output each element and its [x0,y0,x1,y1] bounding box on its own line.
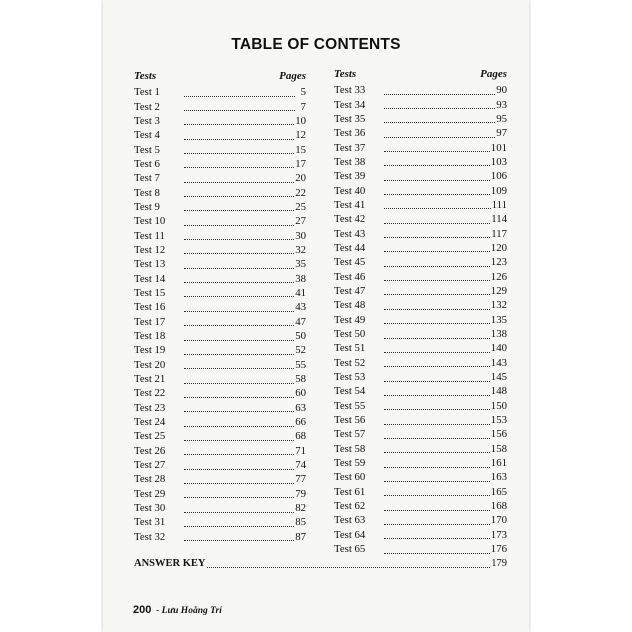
toc-entry [334,384,507,398]
toc-entry-name: Test 39 [334,170,366,183]
leader-dots [184,425,294,427]
toc-entry-name: Test 51 [334,342,366,355]
toc-entry-name: Test 65 [334,543,366,556]
toc-entry-page: 22 [295,186,306,199]
toc-entry [134,487,306,501]
toc-entry-name: Test 35 [334,112,366,125]
leader-dots [184,152,294,154]
pages-column-header: Pages [480,68,507,80]
toc-entry [334,140,507,154]
toc-entry [334,499,507,513]
leader-dots [384,365,490,367]
toc-entry [134,415,306,429]
leader-dots [184,95,295,97]
toc-entry-name: Test 1 [134,86,160,99]
toc-entry-name: Test 23 [134,401,166,414]
leader-dots [384,121,495,123]
leader-dots [184,382,294,384]
toc-entry-name: Test 3 [134,114,160,127]
toc-left-column [134,70,306,544]
toc-left-list [134,85,306,544]
toc-entry [334,183,507,197]
toc-entry [334,542,507,556]
toc-entry [334,126,507,140]
toc-entry [334,255,507,269]
leader-dots [184,367,294,369]
toc-entry-page: 27 [295,215,306,228]
toc-entry [334,327,507,341]
toc-left-header [134,70,306,85]
toc-entry-page: 97 [496,127,507,140]
toc-entry [334,169,507,183]
toc-entry-page: 90 [496,84,507,97]
toc-entry-page: 158 [490,442,507,455]
leader-dots [384,164,490,166]
leader-dots [184,138,294,140]
leader-dots [384,322,490,324]
toc-entry [334,226,507,240]
toc-entry [134,401,306,415]
toc-entry [334,528,507,542]
answer-key-page: 179 [491,558,507,569]
toc-right-column [334,68,507,556]
toc-right-header [334,68,507,83]
toc-entry-page: 106 [490,170,507,183]
toc-entry-page: 38 [295,272,306,285]
toc-entry-page: 135 [490,313,507,326]
toc-entry-page: 55 [295,358,306,371]
leader-dots [384,552,490,554]
toc-entry-name: Test 16 [134,301,166,314]
toc-entry-name: Test 29 [134,487,166,500]
book-page [103,0,529,632]
toc-entry-page: 66 [295,416,306,429]
leader-dots [184,281,294,283]
leader-dots [184,324,294,326]
toc-entry [134,429,306,443]
leader-dots [184,109,295,111]
toc-entry-page: 176 [490,543,507,556]
toc-entry-name: Test 36 [334,127,366,140]
leader-dots [184,224,294,226]
toc-entry-name: Test 55 [334,399,366,412]
leader-dots [184,511,294,513]
toc-entry [334,470,507,484]
toc-entry-page: 126 [490,270,507,283]
toc-entry-name: Test 7 [134,172,160,185]
toc-entry-name: Test 54 [334,385,366,398]
toc-entry-page: 117 [491,227,507,240]
toc-entry [134,501,306,515]
leader-dots [384,265,490,267]
toc-entry-name: Test 6 [134,157,160,170]
leader-dots [384,236,490,238]
toc-entry-name: Test 18 [134,330,166,343]
toc-entry-name: Test 61 [334,485,366,498]
toc-entry-page: 168 [490,500,507,513]
leader-dots [384,351,490,353]
leader-dots [384,279,490,281]
toc-entry-name: Test 56 [334,414,366,427]
toc-entry-page: 58 [295,373,306,386]
leader-dots [207,567,490,568]
leader-dots [184,181,294,183]
toc-entry-name: Test 11 [134,229,165,242]
leader-dots [384,308,490,310]
leader-dots [184,339,294,341]
toc-entry-name: Test 59 [334,457,366,470]
toc-entry [334,155,507,169]
leader-dots [184,439,294,441]
leader-dots [184,238,294,240]
toc-entry-name: Test 46 [334,270,366,283]
leader-dots [384,480,490,482]
toc-entry [134,515,306,529]
toc-entry-page: 50 [295,330,306,343]
toc-entry [334,370,507,384]
toc-entry [134,343,306,357]
toc-entry-name: Test 62 [334,500,366,513]
toc-entry-page: 173 [490,528,507,541]
toc-entry-name: Test 33 [334,84,366,97]
leader-dots [384,293,490,295]
toc-entry-page: 103 [490,155,507,168]
leader-dots [384,408,490,410]
toc-entry-page: 87 [295,530,306,543]
toc-entry [134,472,306,486]
toc-entry-name: Test 9 [134,200,160,213]
toc-entry-name: Test 15 [134,286,166,299]
toc-entry-page: 165 [490,485,507,498]
toc-entry-name: Test 47 [334,284,366,297]
toc-entry-page: 10 [295,114,306,127]
toc-entry-page: 161 [490,457,507,470]
answer-key-entry [134,558,507,569]
toc-entry-name: Test 60 [334,471,366,484]
toc-entry-name: Test 2 [134,100,160,113]
toc-entry-page: 138 [490,328,507,341]
leader-dots [184,209,294,211]
toc-entry [134,128,306,142]
toc-entry-name: Test 14 [134,272,166,285]
toc-entry-name: Test 20 [134,358,166,371]
toc-entry-name: Test 4 [134,129,160,142]
toc-entry [334,313,507,327]
toc-entry [134,300,306,314]
toc-entry [134,329,306,343]
toc-entry [334,485,507,499]
toc-entry [334,513,507,527]
toc-entry-name: Test 28 [134,473,166,486]
toc-entry [134,243,306,257]
toc-entry-page: 150 [490,399,507,412]
toc-entry-name: Test 49 [334,313,366,326]
toc-entry-name: Test 5 [134,143,160,156]
toc-entry-page: 43 [295,301,306,314]
toc-entry-name: Test 53 [334,371,366,384]
footer-author: - Lưu Hoằng Trí [156,606,222,616]
toc-entry-name: Test 32 [134,530,166,543]
toc-entry [334,399,507,413]
toc-entry-page: 77 [295,473,306,486]
toc-entry-page: 120 [490,241,507,254]
toc-entry-page: 12 [295,129,306,142]
leader-dots [384,537,490,539]
toc-entry-name: Test 19 [134,344,166,357]
toc-entry [134,114,306,128]
toc-entry-name: Test 52 [334,356,366,369]
toc-entry-name: Test 50 [334,328,366,341]
toc-entry-name: Test 44 [334,241,366,254]
toc-right-list [334,83,507,556]
leader-dots [384,437,490,439]
toc-entry [334,212,507,226]
toc-entry [134,200,306,214]
toc-entry-name: Test 12 [134,243,166,256]
toc-entry-name: Test 24 [134,416,166,429]
toc-entry [134,372,306,386]
leader-dots [184,482,294,484]
leader-dots [384,136,495,138]
toc-entry-name: Test 43 [334,227,366,240]
leader-dots [384,509,490,511]
leader-dots [184,496,294,498]
leader-dots [384,337,490,339]
toc-entry-name: Test 25 [134,430,166,443]
toc-entry-page: 143 [490,356,507,369]
toc-entry [334,341,507,355]
toc-entry [134,142,306,156]
toc-entry-page: 148 [490,385,507,398]
leader-dots [384,466,490,468]
toc-entry-page: 17 [295,157,306,170]
leader-dots [184,166,294,168]
toc-entry-name: Test 58 [334,442,366,455]
toc-entry-name: Test 17 [134,315,166,328]
toc-entry [134,358,306,372]
toc-entry-name: Test 42 [334,213,366,226]
toc-entry-name: Test 40 [334,184,366,197]
leader-dots [184,396,294,398]
toc-entry-page: 129 [490,284,507,297]
leader-dots [184,539,294,541]
footer-page-number: 200 [133,604,152,616]
toc-entry [334,298,507,312]
toc-entry [134,257,306,271]
toc-entry-page: 114 [491,213,507,226]
toc-entry [334,269,507,283]
toc-entry [334,83,507,97]
leader-dots [384,494,490,496]
leader-dots [184,295,294,297]
toc-entry-page: 47 [295,315,306,328]
leader-dots [184,267,294,269]
toc-entry-page: 95 [496,112,507,125]
toc-entry-name: Test 8 [134,186,160,199]
toc-entry-name: Test 21 [134,373,166,386]
tests-column-header: Tests [134,70,157,82]
toc-entry-page: 41 [295,286,306,299]
toc-entry [134,99,306,113]
toc-entry [334,241,507,255]
toc-entry-name: Test 41 [334,198,366,211]
toc-entry [134,444,306,458]
leader-dots [384,523,490,525]
toc-entry [334,198,507,212]
toc-entry-page: 32 [295,243,306,256]
leader-dots [384,451,490,453]
toc-entry [134,458,306,472]
toc-entry [334,97,507,111]
toc-entry-name: Test 45 [334,256,366,269]
leader-dots [384,423,490,425]
toc-entry-page: 101 [490,141,507,154]
toc-entry-page: 123 [490,256,507,269]
toc-entry-name: Test 30 [134,502,166,515]
toc-entry-page: 170 [490,514,507,527]
toc-entry [134,185,306,199]
leader-dots [384,93,495,95]
toc-entry-page: 60 [295,387,306,400]
toc-entry [134,214,306,228]
leader-dots [184,525,294,527]
toc-entry [134,286,306,300]
leader-dots [184,123,294,125]
tests-column-header: Tests [334,68,357,80]
toc-entry [134,386,306,400]
toc-entry-name: Test 38 [334,155,366,168]
toc-entry-page: 63 [295,401,306,414]
toc-entry [134,157,306,171]
toc-entry-page: 163 [490,471,507,484]
answer-key-label: ANSWER KEY [134,558,206,569]
leader-dots [384,193,490,195]
toc-entry-name: Test 10 [134,215,166,228]
toc-entry-name: Test 22 [134,387,166,400]
leader-dots [384,207,491,209]
leader-dots [384,150,490,152]
toc-entry-name: Test 27 [134,459,166,472]
toc-entry-page: 85 [295,516,306,529]
pages-column-header: Pages [279,70,306,82]
leader-dots [184,310,294,312]
toc-entry-name: Test 63 [334,514,366,527]
toc-entry-name: Test 64 [334,528,366,541]
toc-entry-page: 15 [295,143,306,156]
toc-entry [334,112,507,126]
toc-entry [134,315,306,329]
toc-entry-page: 93 [496,98,507,111]
toc-entry-name: Test 37 [334,141,366,154]
toc-entry-page: 52 [295,344,306,357]
toc-entry-page: 156 [490,428,507,441]
toc-entry-page: 111 [491,198,507,211]
leader-dots [184,353,294,355]
leader-dots [384,179,490,181]
toc-entry-page: 140 [490,342,507,355]
toc-entry-page: 109 [490,184,507,197]
toc-entry [134,271,306,285]
toc-entry [134,228,306,242]
leader-dots [384,250,490,252]
toc-entry [134,85,306,99]
toc-entry [134,171,306,185]
toc-entry-page: 132 [490,299,507,312]
leader-dots [384,107,495,109]
toc-entry-page: 30 [295,229,306,242]
toc-entry [334,427,507,441]
toc-entry [334,356,507,370]
leader-dots [184,410,294,412]
leader-dots [184,468,294,470]
toc-entry-name: Test 31 [134,516,166,529]
toc-entry [334,456,507,470]
page-footer [133,604,222,616]
leader-dots [184,252,294,254]
leader-dots [384,394,490,396]
toc-entry-name: Test 13 [134,258,166,271]
toc-entry-name: Test 26 [134,444,166,457]
leader-dots [184,195,294,197]
leader-dots [384,380,490,382]
page-title: TABLE OF CONTENTS [231,36,401,53]
toc-entry-page: 145 [490,371,507,384]
toc-entry-page: 153 [490,414,507,427]
toc-entry-page: 7 [300,100,306,113]
toc-entry-page: 5 [300,86,306,99]
toc-entry-page: 79 [295,487,306,500]
toc-entry-page: 20 [295,172,306,185]
leader-dots [384,222,490,224]
toc-entry [334,442,507,456]
toc-entry-page: 25 [295,200,306,213]
toc-entry-name: Test 34 [334,98,366,111]
toc-entry [134,530,306,544]
toc-entry-page: 74 [295,459,306,472]
toc-entry-page: 82 [295,502,306,515]
leader-dots [184,453,294,455]
toc-entry-name: Test 57 [334,428,366,441]
toc-entry-page: 71 [295,444,306,457]
toc-entry [334,413,507,427]
toc-entry-name: Test 48 [334,299,366,312]
toc-entry-page: 68 [295,430,306,443]
toc-entry [334,284,507,298]
toc-entry-page: 35 [295,258,306,271]
